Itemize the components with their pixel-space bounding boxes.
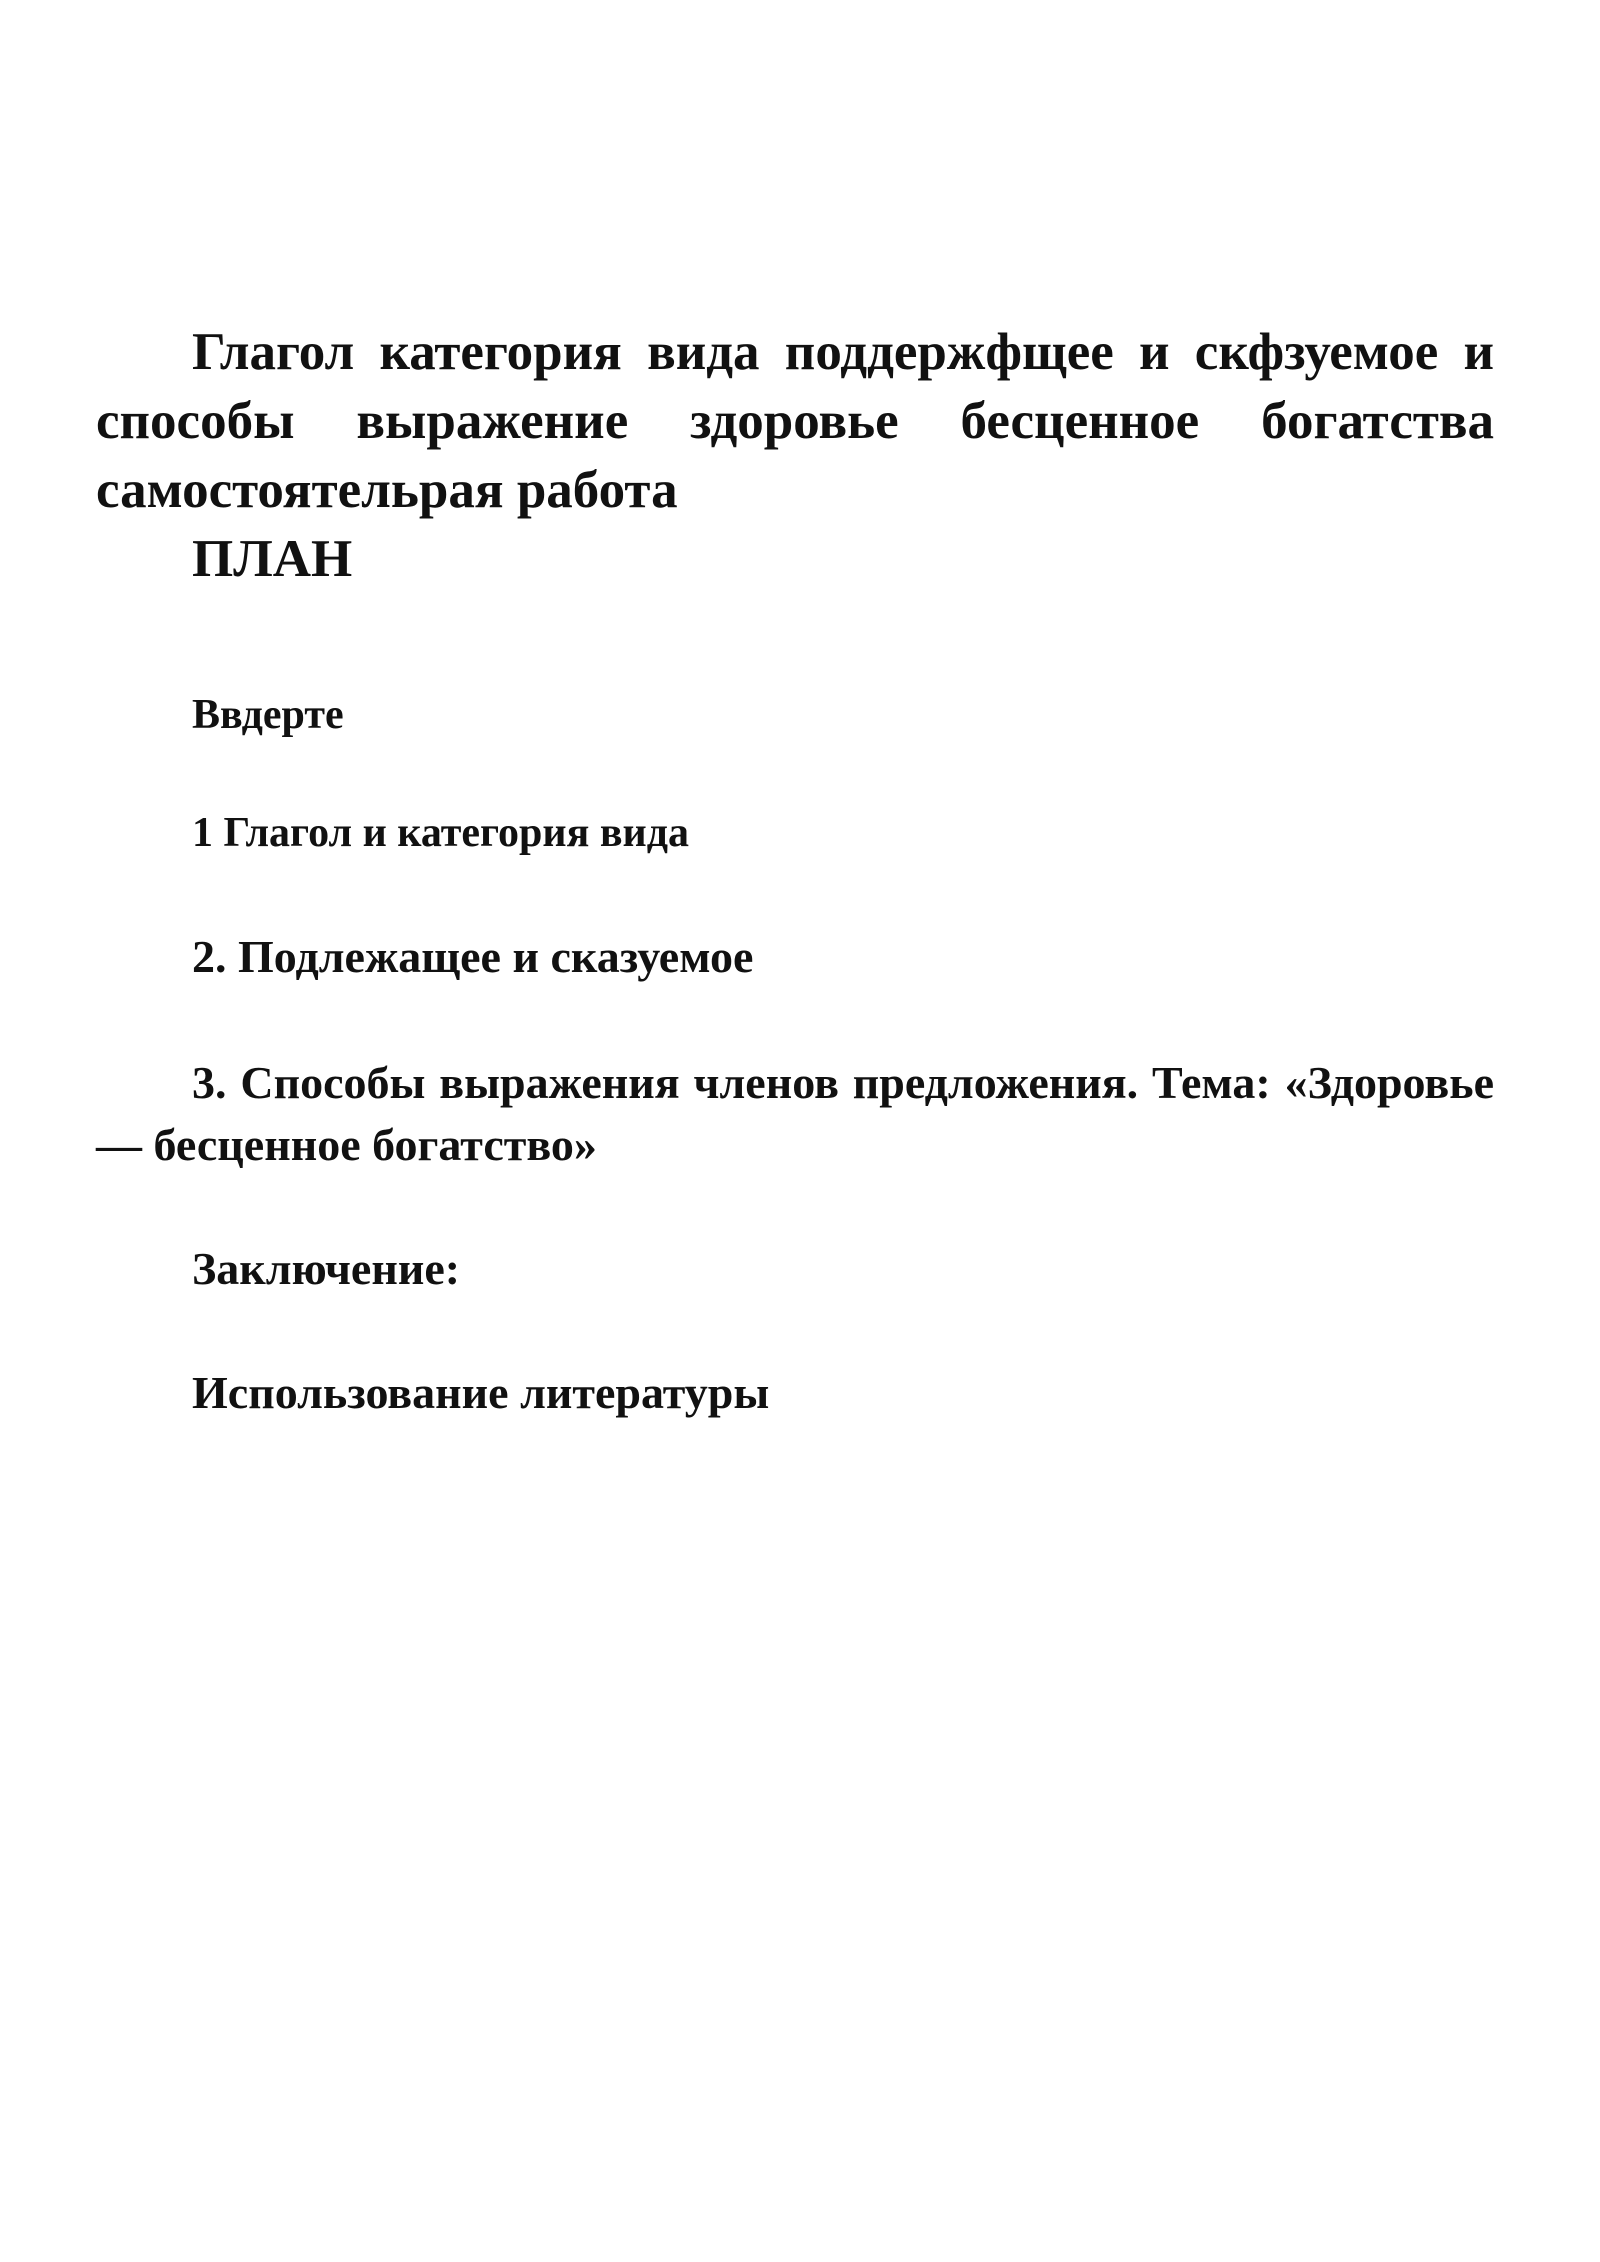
document-page xyxy=(96,318,1494,1418)
plan-heading: ПЛАН xyxy=(192,530,353,588)
plan-item-conclusion: Заключение: xyxy=(192,1243,461,1294)
plan-item-literature: Использование литературы xyxy=(192,1367,770,1418)
plan-item-2: 2. Подлежащее и сказуемое xyxy=(192,931,754,982)
document-title: Глагол категория вида поддержфщее и скфзуемое и способы выражение здоровье бесценное богатства самостоятельрая работа xyxy=(96,323,1494,519)
plan-item-3: 3. Способы выражения членов предложения. Тема: «Здоровье — бесценное богатство» xyxy=(96,1057,1494,1170)
plan-item-1: 1 Глагол и категория вида xyxy=(192,810,689,856)
plan-item-introduction: Ввдерте xyxy=(192,692,344,738)
